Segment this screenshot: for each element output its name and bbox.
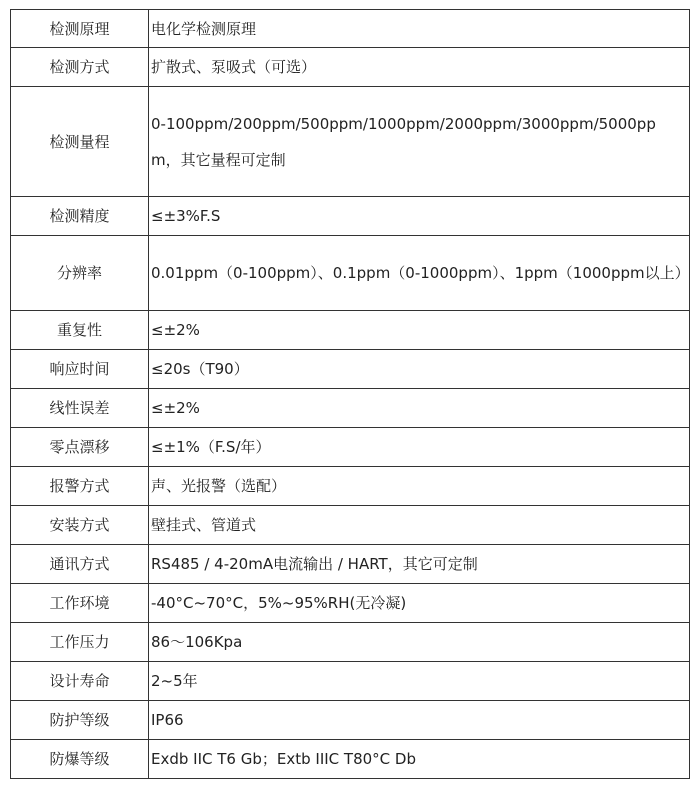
- row-value: ≤20s（T90）: [149, 350, 690, 389]
- row-value: Exdb IIC T6 Gb；Extb IIIC T80°C Db: [149, 740, 690, 779]
- row-value: -40°C~70°C，5%~95%RH(无冷凝): [149, 584, 690, 623]
- row-value: 壁挂式、管道式: [149, 506, 690, 545]
- row-label: 防护等级: [11, 701, 149, 740]
- row-value: IP66: [149, 701, 690, 740]
- row-label: 防爆等级: [11, 740, 149, 779]
- table-row: [11, 87, 690, 197]
- row-label: 工作压力: [11, 623, 149, 662]
- table-row: [11, 428, 690, 467]
- row-label: 检测原理: [11, 10, 149, 48]
- table-row: [11, 48, 690, 87]
- row-value: 扩散式、泵吸式（可选）: [149, 48, 690, 87]
- row-label: 检测精度: [11, 197, 149, 236]
- table-row: [11, 236, 690, 311]
- row-value: 2~5年: [149, 662, 690, 701]
- row-label: 通讯方式: [11, 545, 149, 584]
- table-row: [11, 467, 690, 506]
- table-row: [11, 701, 690, 740]
- row-label: 线性误差: [11, 389, 149, 428]
- table-row: [11, 197, 690, 236]
- table-row: [11, 623, 690, 662]
- table-row: [11, 740, 690, 779]
- row-label: 安装方式: [11, 506, 149, 545]
- row-value: RS485 / 4-20mA电流输出 / HART，其它可定制: [149, 545, 690, 584]
- row-value: 0.01ppm（0-100ppm）、0.1ppm（0-1000ppm）、1ppm（1000ppm以上）: [149, 236, 690, 311]
- table-row: [11, 545, 690, 584]
- row-label: 报警方式: [11, 467, 149, 506]
- table-row: [11, 311, 690, 350]
- row-label: 响应时间: [11, 350, 149, 389]
- row-label: 工作环境: [11, 584, 149, 623]
- row-value: ≤±3%F.S: [149, 197, 690, 236]
- table-row: [11, 506, 690, 545]
- table-row: [11, 662, 690, 701]
- row-value: ≤±2%: [149, 389, 690, 428]
- row-label: 分辨率: [11, 236, 149, 311]
- row-value: ≤±2%: [149, 311, 690, 350]
- row-label: 零点漂移: [11, 428, 149, 467]
- row-value: 电化学检测原理: [149, 10, 690, 48]
- row-label: 重复性: [11, 311, 149, 350]
- row-value: 0-100ppm/200ppm/500ppm/1000ppm/2000ppm/3000ppm/5000ppm，其它量程可定制: [149, 87, 690, 197]
- row-label: 检测方式: [11, 48, 149, 87]
- spec-table-body: [11, 10, 690, 779]
- row-value: 声、光报警（选配）: [149, 467, 690, 506]
- table-row: [11, 10, 690, 48]
- row-label: 检测量程: [11, 87, 149, 197]
- row-label: 设计寿命: [11, 662, 149, 701]
- table-row: [11, 350, 690, 389]
- row-value: 86～106Kpa: [149, 623, 690, 662]
- table-row: [11, 584, 690, 623]
- table-row: [11, 389, 690, 428]
- spec-table: [10, 9, 690, 779]
- row-value: ≤±1%（F.S/年）: [149, 428, 690, 467]
